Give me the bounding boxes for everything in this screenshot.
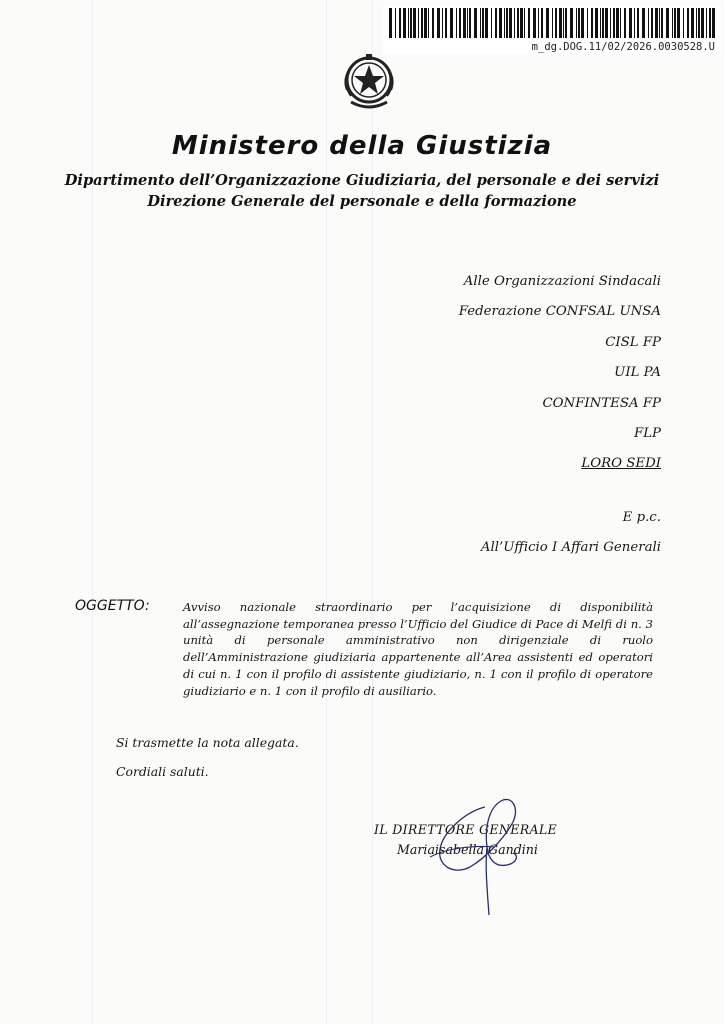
barcode-bar [421, 8, 423, 38]
barcode-bar [517, 8, 519, 38]
recipient-line: CONFINTESA FP [542, 395, 661, 411]
barcode-bar [445, 8, 447, 38]
barcode-bar [576, 8, 577, 38]
barcode-bar [629, 8, 632, 38]
barcode-bar [499, 8, 502, 38]
barcode-bar [581, 8, 584, 38]
recipient-loro-sedi: LORO SEDI [581, 456, 661, 472]
barcode-bar [524, 8, 525, 38]
emblem-icon [337, 50, 401, 120]
barcode-bar [495, 8, 497, 38]
barcode-bar [442, 8, 443, 38]
barcode-bar [504, 8, 505, 38]
barcode-bar [399, 8, 401, 38]
barcode-bar [648, 8, 649, 38]
barcode-bar [491, 8, 492, 38]
barcode-bar [620, 8, 621, 38]
barcode-bar [613, 8, 615, 38]
barcode-bar [672, 8, 673, 38]
barcode-bar [410, 8, 412, 38]
barcode-bar [506, 8, 508, 38]
barcode-bar [655, 8, 658, 38]
barcode-bar [432, 8, 434, 38]
barcode-bar [570, 8, 573, 38]
recipient-line: UIL PA [614, 365, 661, 381]
barcode-bar [389, 8, 392, 38]
barcode-bar [456, 8, 457, 38]
barcode-bar [559, 8, 562, 38]
barcode-bar [677, 8, 680, 38]
barcode-bar [514, 8, 515, 38]
barcode-bar [482, 8, 484, 38]
protocol-number: m_dg.DOG.11/02/2026.0030528.U [531, 41, 715, 53]
barcode-bar [624, 8, 626, 38]
barcode-bar [616, 8, 619, 38]
barcode-bar [605, 8, 608, 38]
barcode-bar [403, 8, 406, 38]
barcode-bar [698, 8, 700, 38]
barcode-bar [563, 8, 564, 38]
barcode-bar [691, 8, 694, 38]
barcode-icon [387, 8, 717, 40]
department-name: Dipartimento dell’Organizzazione Giudiziaria, del personale e dei servizi [64, 172, 660, 189]
barcode-bar [541, 8, 543, 38]
barcode-bar [642, 8, 645, 38]
barcode-bar [651, 8, 653, 38]
barcode-bar [591, 8, 593, 38]
barcode-bar [637, 8, 639, 38]
subject-label: OGGETTO: [75, 598, 150, 614]
recipient-line: Federazione CONFSAL UNSA [458, 304, 661, 320]
barcode-bar [555, 8, 557, 38]
barcode-bar [634, 8, 635, 38]
barcode-bar [424, 8, 427, 38]
barcode-bar [600, 8, 601, 38]
handwritten-signature [415, 787, 555, 927]
barcode-bar [459, 8, 461, 38]
protocol-barcode [383, 5, 721, 55]
barcode-bar [595, 8, 598, 38]
barcode-bar [408, 8, 409, 38]
barcode-bar [533, 8, 536, 38]
barcode-bar [565, 8, 567, 38]
barcode-bar [395, 8, 396, 38]
barcode-bar [509, 8, 512, 38]
barcode-bar [683, 8, 684, 38]
barcode-bar [546, 8, 549, 38]
barcode-bar [418, 8, 419, 38]
barcode-bar [610, 8, 611, 38]
barcode-bar [578, 8, 580, 38]
barcode-bar [674, 8, 676, 38]
barcode-bar [552, 8, 553, 38]
recipient-line: Alle Organizzazioni Sindacali [463, 274, 661, 289]
barcode-bar [428, 8, 429, 38]
cc-office: All’Ufficio I Affari Generali [480, 540, 661, 555]
cc-label: E p.c. [622, 510, 661, 525]
subject-text: Avviso nazionale straordinario per l’acquisizione di disponibilità all’assegnazione temporanea presso l’Ufficio del Giudice di Pace di Melfi di n. 3 unità di personale amministrativo non dirigenziale di ruolo dell’Amministrazione giudiziaria appartenente all’Area assistenti ed operatori di cui n. 1 con il profilo di assistente giudiziario, n. 1 con il profilo di operatore giudiziario e n. 1 con il profilo di ausiliario. [183, 600, 653, 698]
barcode-bar [485, 8, 488, 38]
barcode-bar [463, 8, 466, 38]
barcode-bar [538, 8, 539, 38]
barcode-bar [709, 8, 711, 38]
signer-title: IL DIRETTORE GENERALE [374, 822, 558, 837]
recipient-line: FLP [633, 425, 661, 441]
barcode-bar [712, 8, 715, 38]
barcode-bar [696, 8, 697, 38]
barcode-bar [701, 8, 704, 38]
ministry-title: Ministero della Giustizia [171, 131, 553, 161]
barcode-bar [474, 8, 477, 38]
closing-line: Si trasmette la nota allegata. [116, 735, 299, 750]
barcode-bar [666, 8, 669, 38]
barcode-bar [661, 8, 663, 38]
barcode-bar [480, 8, 481, 38]
barcode-bar [450, 8, 453, 38]
greeting-line: Cordiali saluti. [116, 764, 209, 779]
barcode-bar [706, 8, 707, 38]
barcode-bar [659, 8, 660, 38]
barcode-bar [413, 8, 416, 38]
recipient-line: CISL FP [605, 334, 661, 350]
signer-name: Mariaisabella Gandini [397, 842, 538, 857]
barcode-bar [469, 8, 471, 38]
barcode-bar [437, 8, 440, 38]
barcode-bar [687, 8, 689, 38]
directorate-name: Direzione Generale del personale e della formazione [147, 193, 577, 210]
recipients-block [459, 274, 661, 487]
barcode-bar [467, 8, 468, 38]
barcode-bar [528, 8, 530, 38]
barcode-bar [602, 8, 604, 38]
barcode-bar [520, 8, 523, 38]
barcode-bar [587, 8, 588, 38]
